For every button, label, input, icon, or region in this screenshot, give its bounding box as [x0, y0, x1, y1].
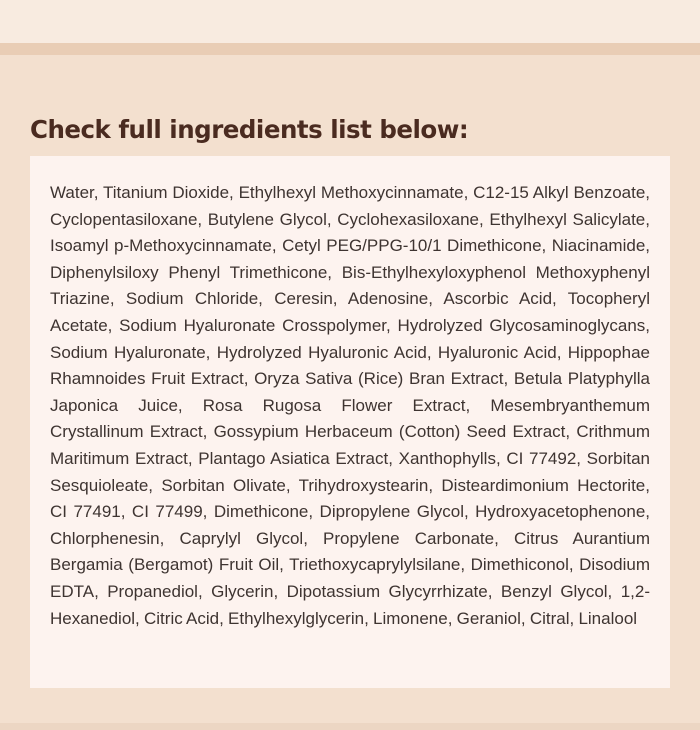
- ingredients-list-text: Water, Titanium Dioxide, Ethylhexyl Methoxycinnamate, C12-15 Alkyl Benzoate, Cyclopentasiloxane, Butylene Glycol, Cyclohexasiloxane, Ethylhexyl Salicylate, Isoamyl p-Methoxycinnamate, Cetyl PEG/PPG-10/1 Dimethicone, Niacinamide, Diphenylsiloxy Phenyl Trimethicone, Bis-Ethylhexyloxyphenol Methoxyphenyl Triazine, Sodium Chloride, Ceresin, Adenosine, Ascorbic Acid, Tocopheryl Acetate, Sodium Hyaluronate Crosspolymer, Hydrolyzed Glycosaminoglycans, Sodium Hyaluronate, Hydrolyzed Hyaluronic Acid, Hyaluronic Acid, Hippophae Rhamnoides Fruit Extract, Oryza Sativa (Rice) Bran Extract, Betula Platyphylla Japonica Juice, Rosa Rugosa Flower Extract, Mesembryanthemum Crystallinum Extract, Gossypium Herbaceum (Cotton) Seed Extract, Crithmum Maritimum Extract, Plantago Asiatica Extract, Xanthophylls, CI 77492, Sorbitan Sesquioleate, Sorbitan Olivate, Trihydroxystearin, Disteardimonium Hectorite, CI 77491, CI 77499, Dimethicone, Dipropylene Glycol, Hydroxyacetophenone, Chlorphenesin, Caprylyl Glycol, Propylene Carbonate, Citrus Aurantium Bergamia (Bergamot) Fruit Oil, Triethoxycaprylylsilane, Dimethiconol, Disodium EDTA, Propanediol, Glycerin, Dipotassium Glycyrrhizate, Benzyl Glycol, 1,2-Hexanediol, Citric Acid, Ethylhexylglycerin, Limonene, Geraniol, Citral, Linalool: [50, 183, 650, 628]
- ingredients-heading: Check full ingredients list below:: [30, 115, 469, 144]
- bottom-divider: [0, 723, 700, 730]
- section-divider: [0, 43, 700, 55]
- ingredients-list-box: [30, 156, 670, 688]
- previous-section-strip: [0, 0, 700, 43]
